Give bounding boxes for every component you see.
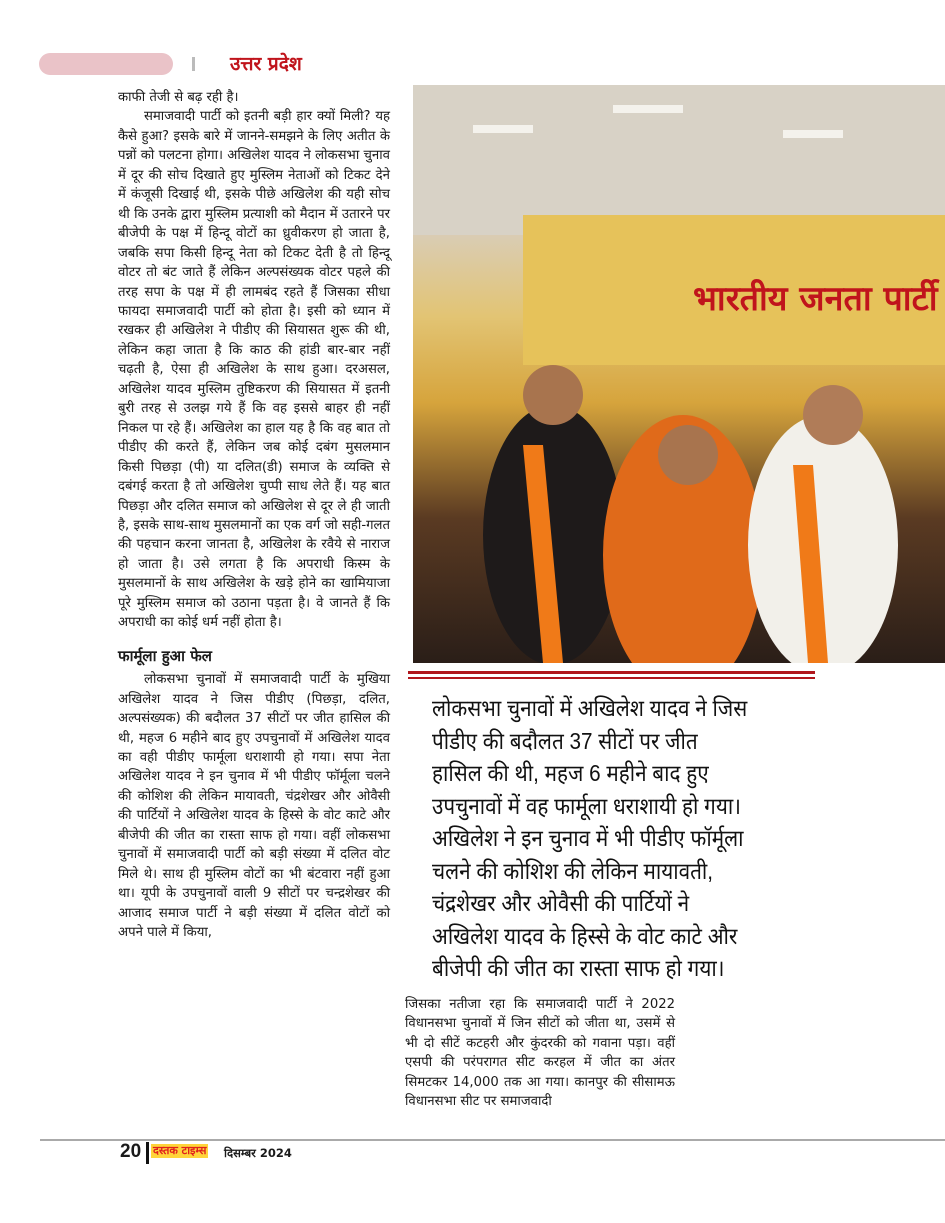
paragraph: समाजवादी पार्टी को इतनी बड़ी हार क्यों मिली? यह कैसे हुआ? इसके बारे में जानने-समझने के लिए अतीत के पन्नों को पलटना होगा। अखिलेश यादव ने लोकसभा चुनाव में दूर की सोच दिखाते हुए मुस्लिम नेताओं को टिकट देने में कंजूसी दिखाई थी, इसके पीछे अखिलेश की यही सोच थी कि उनके द्वारा मुस्लिम प्रत्याशी को मैदान में उतारने पर बीजेपी के पक्ष में हिन्दू वोटों का ध्रुवीकरण हो जाता है, जबकि सपा किसी हिन्दू नेता को टिकट देती है तो हिन्दू वोटर तो बंट जाते हैं लेकिन अल्पसंख्यक वोटर पहले की तरह सपा के पक्ष में ही लामबंद रहते हैं जिसका सीधा फायदा समाजवादी पार्टी को होता है। इसी को ध्यान में रखकर ही अखिलेश ने पीडीए की सियासत शुरू की थी, लेकिन कहा जाता है कि काठ की हांडी बार-बार नहीं चढ़ती है, ऐसा ही अखिलेश के साथ हुआ। दरअसल, अखिलेश यादव मुस्लिम तुष्टिकरण की सियासत में इतनी बुरी तरह से उलझ गये हैं कि वह इससे बाहर ही नहीं निकल पा रहे हैं। अखिलेश का हाल यह है कि वह बात तो पीडीए की करते हैं, लेकिन जब कोई दबंग मुसलमान किसी पिछड़ा (पी) या दलित(डी) समाज के व्यक्ति से दबंगई करता है तो अखिलेश चुप्पी साध लेते हैं। यह बात पिछड़ा और दलित समाज को अखिलेश से दूर ले ही जाती है, इसके साथ-साथ मुसलमानों का एक वर्ग जो सही-गलत की पहचान करना जानता है, अखिलेश के रवैये से नाराज हो जाता है। उसे लगता है कि अपराधी किस्म के मुसलमानों के साथ अखिलेश के खड़े होने का खामियाजा पूरे मुस्लिम समाज को उठाना पड़ता है। वे जानते हैं कि अपराधी का कोई धर्म नहीं होता है। bbox=[118, 109, 390, 631]
pull-quote-line: हासिल की थी, महज 6 महीने बाद हुए bbox=[432, 760, 709, 786]
magazine-logo: दस्तक टाइम्स bbox=[153, 1144, 207, 1157]
footer-rule bbox=[40, 1139, 945, 1141]
pull-quote-line: चंद्रशेखर और ओवैसी की पार्टियों ने bbox=[432, 890, 690, 916]
pull-quote-line: अखिलेश यादव के हिस्से के वोट काटे और bbox=[432, 922, 738, 949]
footer-divider bbox=[146, 1142, 149, 1164]
issue-date: दिसम्बर 2024 bbox=[224, 1146, 292, 1160]
pull-quote-line: बीजेपी की जीत का रास्ता साफ हो गया। bbox=[432, 955, 725, 981]
paragraph: काफी तेजी से बढ़ रही है। bbox=[118, 90, 239, 105]
paragraph: जिसका नतीजा रहा कि समाजवादी पार्टी ने 2022 विधानसभा चुनावों में जिन सीटों को जीता था, उसमें से भी दो सीटें कटहरी और कुंदरकी को गवाना पड़ा। वहीं एसपी की परंपरागत सीट करहल में जीत का अंतर सिमटकर 14,000 तक आ गया। कानपुर की सीसामऊ विधानसभा सीट पर समाजवादी bbox=[405, 997, 675, 1110]
quote-rule bbox=[408, 677, 815, 679]
paragraph: लोकसभा चुनावों में समाजवादी पार्टी के मुखिया अखिलेश यादव ने जिस पीडीए (पिछड़ा, दलित, अल्पसंख्यक) की बदौलत 37 सीटों पर जीत हासिल की थी, महज 6 महीने बाद हुए उपचुनावों में अखिलेश यादव का वही पीडीए फार्मूला धराशायी हो गया। सपा नेता अखिलेश यादव ने इन चुनाव में भी पीडीए फॉर्मूला चलने की कोशिश की लेकिन मायावती, चंद्रशेखर और ओवैसी की पार्टियों ने अखिलेश यादव के हिस्से के वोट काटे और बीजेपी की जीत का रास्ता साफ हो गया। वहीं लोकसभा चुनावों में समाजवादी पार्टी को बड़ी संख्या में दलित वोट मिले थे। साथ ही मुस्लिम वोटों का भी बंटवारा नहीं हुआ था। यूपी के उपचुनावों वाली 9 सीटों पर चन्द्रशेखर की आजाद समाज पार्टी ने बड़ी संख्या में दलित वोटों को अपने पाले में किया, bbox=[118, 672, 390, 941]
pull-quote-line: चलने की कोशिश की लेकिन मायावती, bbox=[432, 857, 714, 884]
article-photo bbox=[413, 85, 945, 663]
section-title: उत्तर प्रदेश bbox=[230, 53, 302, 75]
page-number: 20 bbox=[120, 1141, 142, 1162]
pull-quote-line: लोकसभा चुनावों में अखिलेश यादव ने जिस bbox=[432, 695, 748, 721]
pull-quote-line: पीडीए की बदौलत 37 सीटों पर जीत bbox=[432, 727, 698, 754]
pull-quote-line: उपचुनावों में वह फार्मूला धराशायी हो गया। bbox=[432, 792, 742, 819]
subheading: फार्मूला हुआ फेल bbox=[118, 646, 212, 665]
header-divider bbox=[192, 57, 195, 71]
pull-quote-line: अखिलेश ने इन चुनाव में भी पीडीए फॉर्मूला bbox=[432, 825, 744, 851]
left-column bbox=[118, 88, 390, 942]
quote-rule bbox=[408, 671, 815, 674]
header-decoration bbox=[39, 53, 173, 75]
svg-text:भारतीय जनता पार्टी: भारतीय जनता पार्टी bbox=[693, 279, 938, 319]
pull-quote bbox=[432, 692, 810, 985]
right-column bbox=[405, 995, 675, 1112]
